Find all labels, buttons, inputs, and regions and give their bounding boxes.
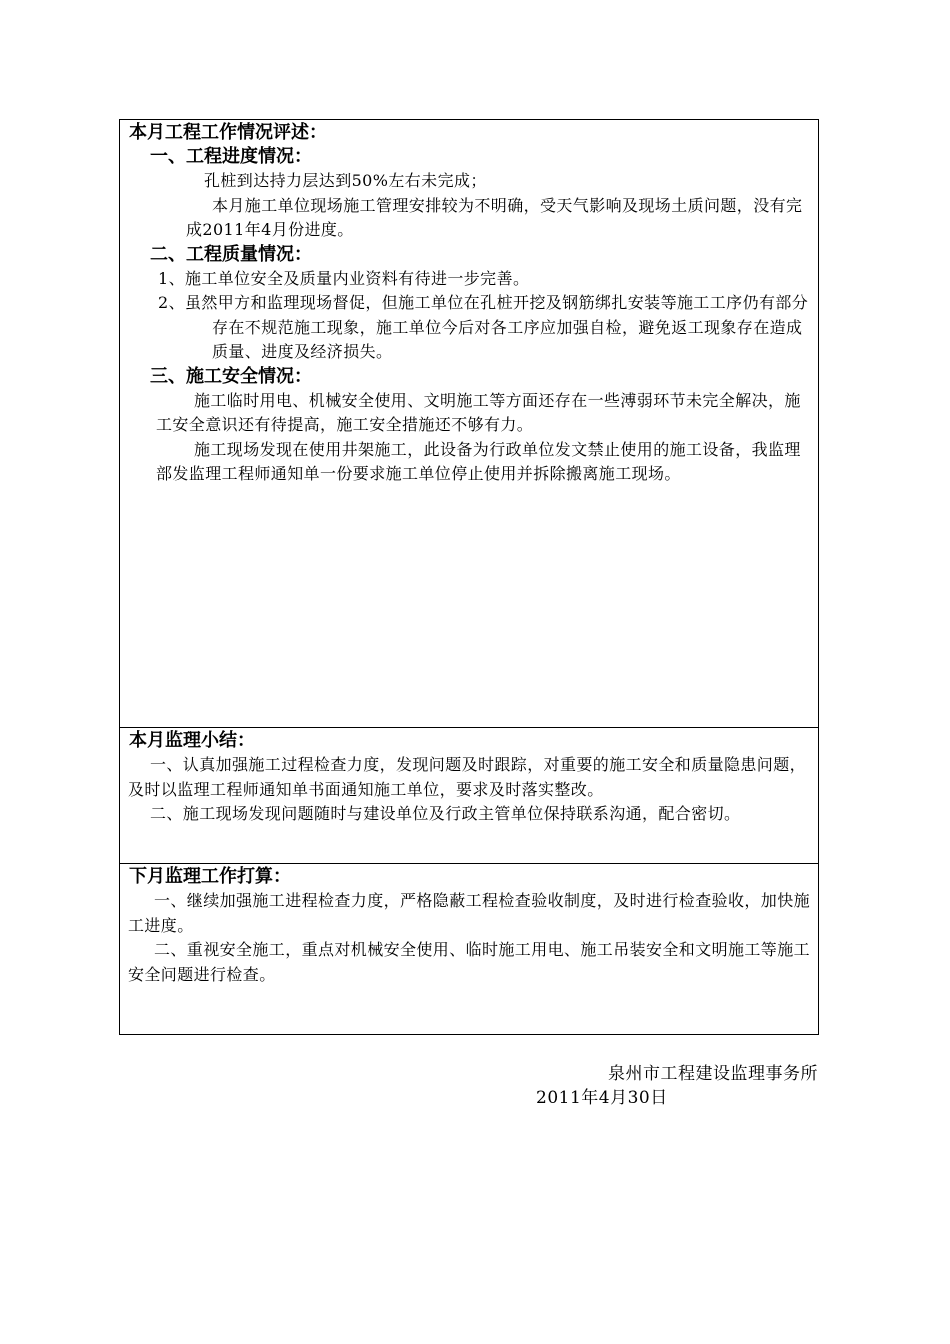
summary-item-1: 一、认真加强施工过程检查力度，发现问题及时跟踪，对重要的施工安全和质量隐患问题，及时以监理工程师通知单书面通知施工单位，要求及时落实整改。 <box>128 755 807 799</box>
next-month-plan-section <box>120 864 818 1034</box>
safety-paragraph-1: 施工临时用电、机械安全使用、文明施工等方面还存在一些溥弱环节未完全解决，施工安全意识还有待提高，施工安全措施还不够有力。 <box>156 390 801 434</box>
safety-paragraph-2: 施工现场发现在使用井架施工，此设备为行政单位发文禁止使用的施工设备，我监理部发监理工程师通知单一份要求施工单位停止使用并拆除搬离施工现场。 <box>156 439 801 483</box>
quality-item-1: 1、施工单位安全及质量内业资料有待进一步完善。 <box>158 268 530 288</box>
monthly-summary-title: 本月监理小结： <box>129 730 255 751</box>
signature-date: 2011年4月30日 <box>536 1088 668 1108</box>
progress-paragraph-2: 本月施工单位现场施工管理安排较为不明确，受天气影响及现场土质问题，没有完成2011年4月份进度。 <box>186 195 803 239</box>
next-month-plan-title: 下月监理工作打算： <box>129 866 291 887</box>
monthly-summary-section <box>120 728 818 864</box>
signature-organization: 泉州市工程建设监理事务所 <box>608 1064 818 1084</box>
monthly-review-section <box>120 120 818 728</box>
plan-item-2: 二、重视安全施工，重点对机械安全使用、临时施工用电、施工吊装安全和文明施工等施工安全问题进行检查。 <box>128 940 811 984</box>
report-table <box>119 119 819 1035</box>
progress-paragraph-1: 孔桩到达持力层达到50%左右未完成； <box>204 171 487 190</box>
plan-item-1: 一、继续加强施工进程检查力度，严格隐蔽工程检查验收制度，及时进行检查验收，加快施工进度。 <box>128 891 811 935</box>
progress-heading: 一、工程进度情况： <box>150 146 312 167</box>
quality-item-2: 2、虽然甲方和监理现场督促，但施工单位在孔桩开挖及钢筋绑扎安装等施工工序仍有部分存在不规范施工现象，施工单位今后对各工序应加强自检，避免返工现象存在造成质量、进度及经济损失。 <box>158 293 809 361</box>
summary-item-2: 二、施工现场发现问题随时与建设单位及行政主管单位保持联系沟通，配合密切。 <box>150 804 741 823</box>
quality-heading: 二、工程质量情况： <box>150 243 312 265</box>
monthly-review-title: 本月工程工作情况评述： <box>129 122 327 143</box>
safety-heading: 三、施工安全情况： <box>150 365 312 387</box>
